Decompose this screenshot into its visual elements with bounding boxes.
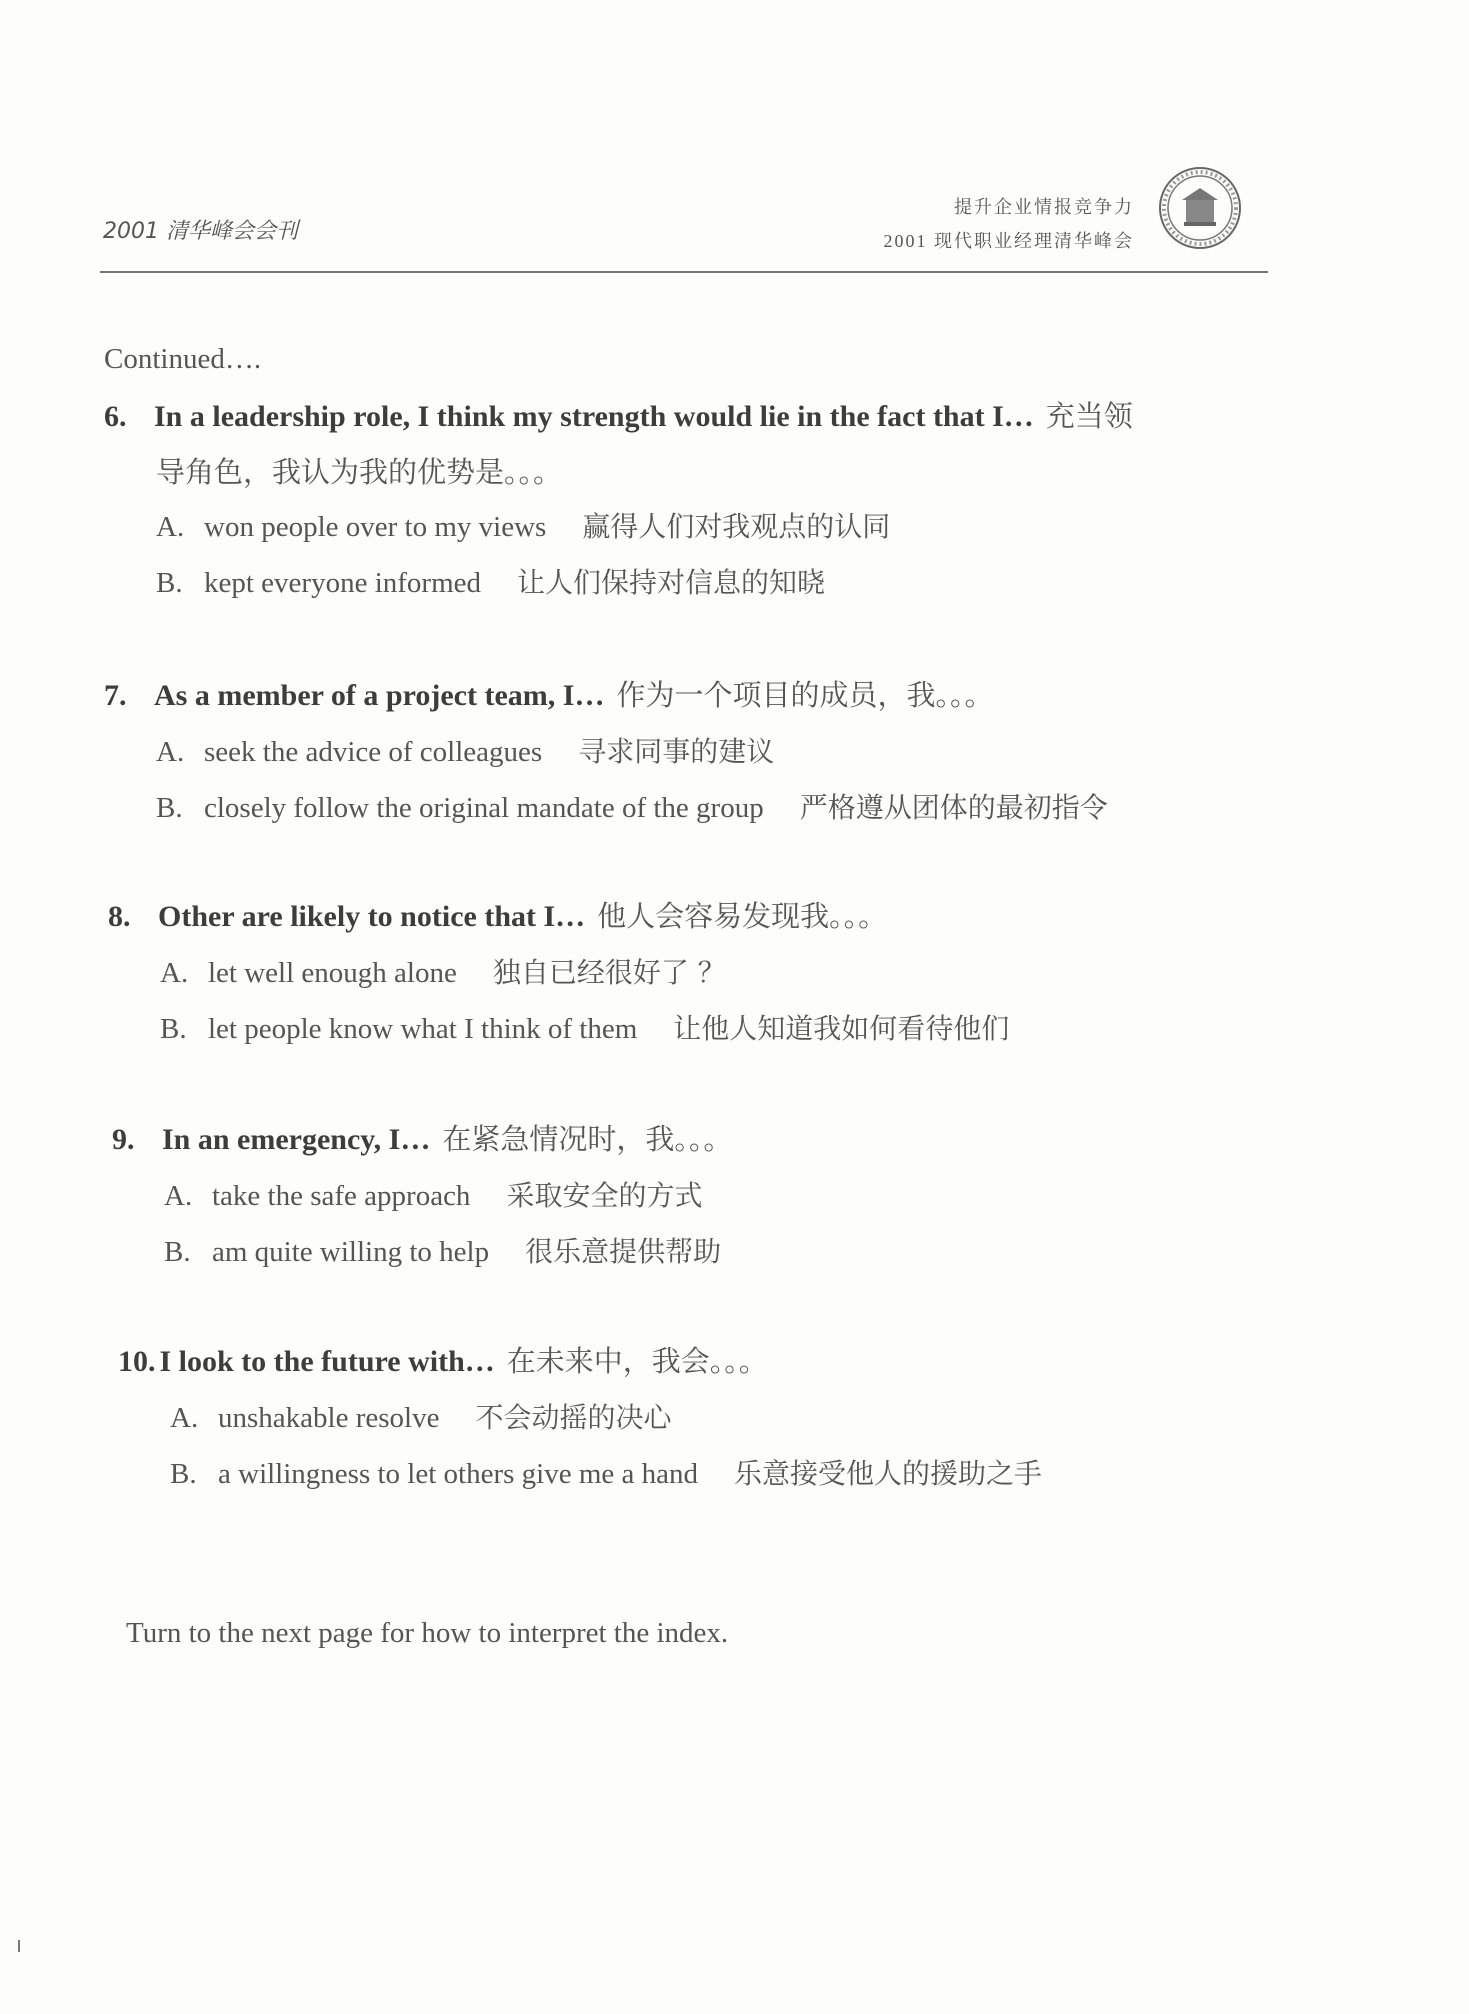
journal-title: 2001 清华峰会会刊: [103, 219, 298, 244]
option-text-en: let well enough alone: [208, 957, 457, 989]
option-text-cn: 很乐意提供帮助: [525, 1235, 722, 1268]
option-text-cn: 严格遵从团体的最初指令: [799, 791, 1108, 824]
question-9-stem: [112, 1111, 1282, 1168]
question-number: 7.: [104, 679, 127, 712]
option-b: [118, 1446, 1288, 1502]
question-text-en: I look to the future with…: [159, 1345, 495, 1378]
question-text-en: In a leadership role, I think my strength would lie in the fact that I…: [154, 400, 1034, 433]
option-text-en: unshakable resolve: [218, 1402, 440, 1434]
option-letter: A.: [156, 736, 185, 768]
question-text-en: Other are likely to notice that I…: [158, 900, 586, 933]
option-b: [104, 555, 1274, 611]
question-6-stem: [104, 388, 1274, 499]
option-text-cn: 不会动摇的决心: [475, 1401, 672, 1434]
option-letter: B.: [156, 567, 183, 599]
option-a: [118, 1390, 1288, 1446]
option-text-cn: 让他人知道我如何看待他们: [673, 1012, 1010, 1045]
option-letter: B.: [156, 792, 183, 824]
option-letter: A.: [164, 1180, 193, 1212]
option-text-en: won people over to my views: [204, 511, 547, 543]
question-number: 8.: [108, 900, 131, 933]
question-7: [104, 667, 1274, 836]
option-text-cn: 寻求同事的建议: [578, 735, 775, 768]
question-7-stem: [104, 667, 1274, 724]
option-text-en: take the safe approach: [212, 1180, 471, 1212]
question-text-cn: 他人会容易发现我。。。: [597, 899, 888, 933]
option-text-en: closely follow the original mandate of the group: [204, 792, 764, 824]
option-text-cn: 独自已经很好了 ？: [492, 956, 726, 989]
question-text-cn: 作为一个项目的成员，我。。。: [616, 678, 994, 712]
option-letter: A.: [156, 511, 185, 543]
scan-mark: [18, 1940, 20, 1952]
option-letter: B.: [164, 1236, 191, 1268]
question-number: 6.: [104, 400, 127, 433]
question-text-cn-continued: 导角色，我认为我的优势是。。。: [156, 455, 563, 489]
option-a: [108, 945, 1278, 1001]
option-letter: A.: [160, 957, 189, 989]
question-10: [118, 1333, 1288, 1502]
footer-note: Turn to the next page for how to interpret the index.: [126, 1617, 729, 1649]
option-a: [104, 724, 1274, 780]
question-8-stem: [108, 888, 1278, 945]
option-b: [112, 1224, 1282, 1280]
option-text-en: let people know what I think of them: [208, 1013, 638, 1045]
option-text-cn: 乐意接受他人的援助之手: [734, 1457, 1043, 1490]
option-text-en: kept everyone informed: [204, 567, 482, 599]
question-text-en: In an emergency, I…: [162, 1123, 431, 1156]
option-b: [108, 1001, 1278, 1057]
option-b: [104, 780, 1274, 836]
option-text-cn: 让人们保持对信息的知晓: [517, 566, 826, 599]
question-text-cn: 充当领: [1045, 399, 1133, 433]
option-a: [112, 1168, 1282, 1224]
question-10-stem: [118, 1333, 1288, 1390]
option-text-en: am quite willing to help: [212, 1236, 490, 1268]
option-letter: B.: [160, 1013, 187, 1045]
question-8: [108, 888, 1278, 1057]
header-subtitle-line1: 提升企业情报竞争力: [954, 197, 1134, 217]
continued-label: Continued….: [104, 343, 262, 375]
header-divider: [100, 271, 1268, 273]
question-number: 9.: [112, 1123, 135, 1156]
header-subtitle: [884, 190, 1135, 258]
university-seal-icon: [1158, 166, 1242, 250]
option-text-cn: 采取安全的方式: [506, 1179, 703, 1212]
option-text-cn: 赢得人们对我观点的认同: [582, 510, 891, 543]
question-number: 10.: [118, 1345, 156, 1378]
option-text-en: seek the advice of colleagues: [204, 736, 543, 768]
option-letter: B.: [170, 1458, 197, 1490]
question-text-cn: 在未来中，我会。。。: [506, 1344, 768, 1378]
option-a: [104, 499, 1274, 555]
question-9: [112, 1111, 1282, 1280]
question-text-en: As a member of a project team, I…: [154, 679, 605, 712]
question-text-cn: 在紧急情况时，我。。。: [442, 1122, 733, 1156]
option-text-en: a willingness to let others give me a hand: [218, 1458, 699, 1490]
header-subtitle-line2: 2001 现代职业经理清华峰会: [883, 231, 1134, 251]
option-letter: A.: [170, 1402, 199, 1434]
question-6: [104, 388, 1274, 611]
